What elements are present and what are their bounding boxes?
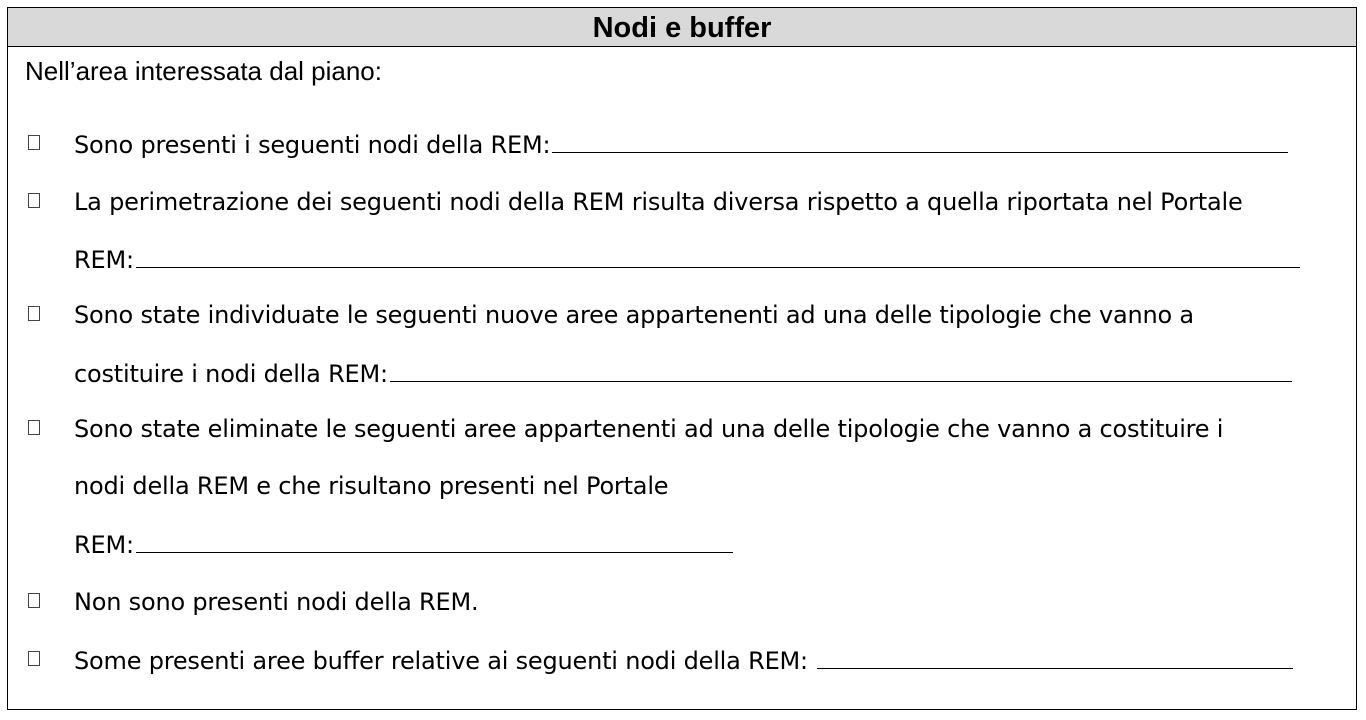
checkbox-icon[interactable] [28,420,40,435]
option-4-label-cont-2: REM: [74,531,134,559]
checkbox-icon[interactable] [28,593,40,608]
option-5-line-1 [74,590,478,614]
nodi-buffer-form [7,7,1357,710]
checkbox-icon[interactable] [28,193,40,208]
option-2-blank[interactable] [136,247,1300,268]
checkbox-icon[interactable] [28,135,40,150]
option-4-label-cont: nodi della REM e che risultano presenti nel Portale [74,472,669,500]
option-6-line-1 [74,648,1293,673]
option-6-label: Some presenti aree buffer relative ai seguenti nodi della REM: [74,647,816,675]
option-1-blank[interactable] [552,132,1288,153]
option-4-line-2 [74,474,668,498]
option-3-line-2 [74,361,1292,386]
option-3-line-1 [74,303,1194,327]
intro-text: Nell’area interessata dal piano: [25,56,382,86]
form-title: Nodi e buffer [592,11,772,44]
option-2-line-2 [74,247,1300,272]
checkbox-icon[interactable] [28,306,40,321]
option-4-label: Sono state eliminate le seguenti aree appartenenti ad una delle tipologie che vanno a costituire i [74,415,1224,443]
checkbox-icon[interactable] [28,651,40,666]
option-2-label-cont: REM: [74,246,134,274]
option-4-blank[interactable] [136,532,733,553]
option-3-label-cont: costituire i nodi della REM: [74,360,388,388]
form-header [8,8,1356,47]
option-1-line-1 [74,132,1288,157]
option-3-label: Sono state individuate le seguenti nuove aree appartenenti ad una delle tipologie che vanno a [74,301,1194,329]
option-4-line-1 [74,417,1223,441]
option-5-label: Non sono presenti nodi della REM. [74,588,479,616]
option-4-line-3 [74,532,733,557]
option-2-label: La perimetrazione dei seguenti nodi della REM risulta diversa rispetto a quella riportata nel Portale [74,188,1243,216]
option-2-line-1 [74,190,1243,214]
option-6-blank[interactable] [817,648,1293,669]
option-1-label: Sono presenti i seguenti nodi della REM: [74,131,551,159]
option-3-blank[interactable] [390,361,1292,382]
